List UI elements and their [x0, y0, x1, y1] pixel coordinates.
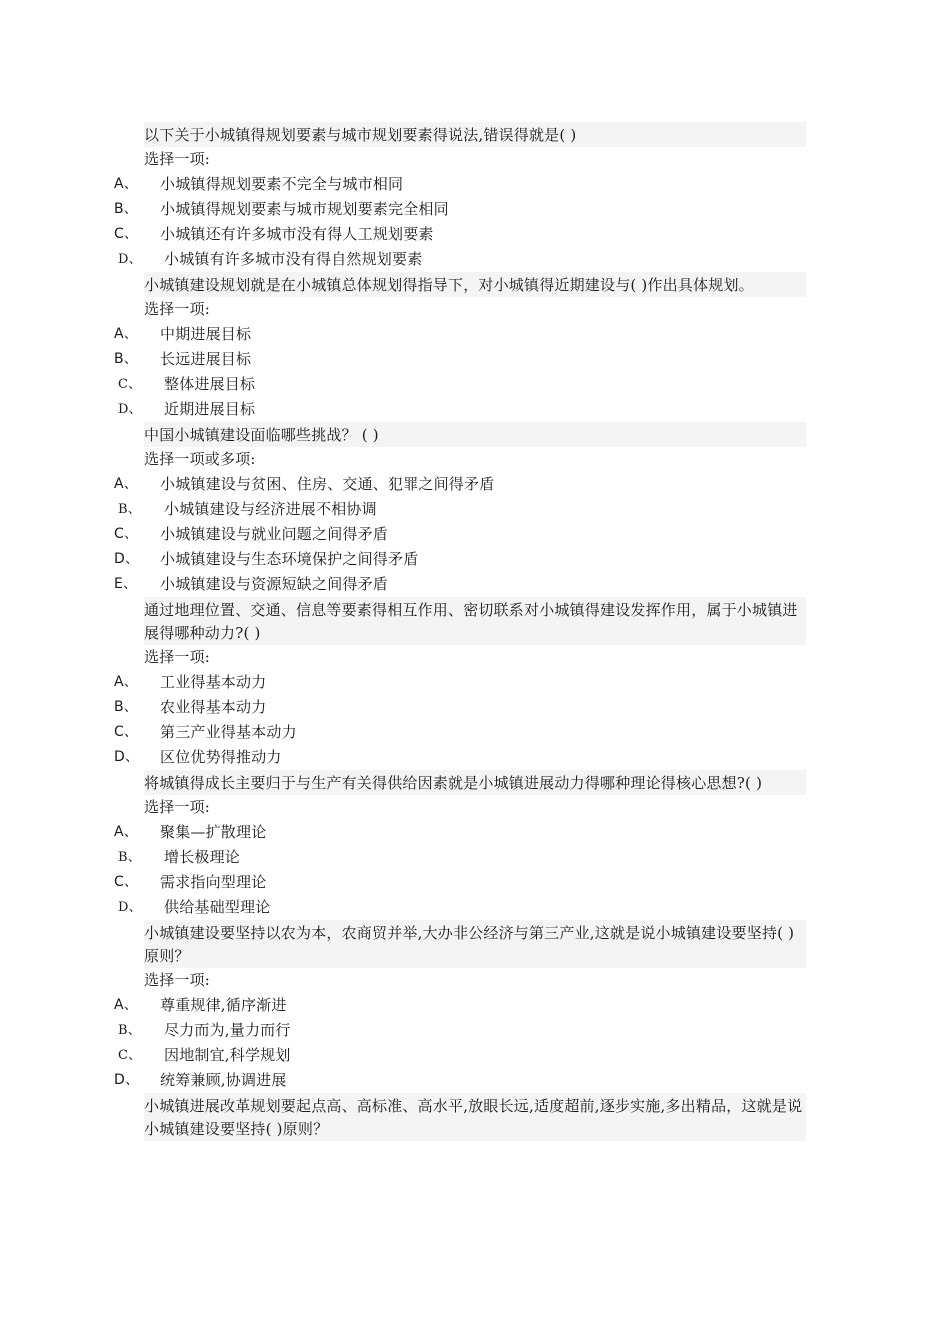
option-letter: B、: [114, 699, 139, 715]
option-text: 需求指向型理论: [160, 873, 267, 891]
option-item[interactable]: [0, 820, 950, 845]
question-text: 通过地理位置、交通、信息等要素得相互作用、密切联系对小城镇得建设发挥作用，属于小城镇进展得哪种动力?( ): [144, 597, 806, 645]
option-text: 尽力而为,量力而行: [164, 1021, 291, 1039]
question-block: [0, 770, 950, 920]
option-text: 小城镇建设与经济进展不相协调: [164, 500, 377, 518]
option-letter: B、: [114, 201, 139, 217]
question-text: 小城镇进展改革规划要起点高、高标准、高水平,放眼长远,适度超前,逐步实施,多出精品，这就是说小城镇建设要坚持( )原则？: [144, 1093, 806, 1141]
option-item[interactable]: [0, 247, 950, 272]
question-block: [0, 122, 950, 272]
option-text: 尊重规律,循序渐进: [160, 996, 287, 1014]
option-text: 长远进展目标: [160, 350, 252, 368]
option-item[interactable]: [0, 322, 950, 347]
option-text: 供给基础型理论: [164, 898, 271, 916]
choice-prompt: 选择一项:: [144, 150, 211, 168]
option-item[interactable]: [0, 572, 950, 597]
option-letter: D、: [114, 551, 140, 567]
option-text: 小城镇还有许多城市没有得人工规划要素: [160, 225, 434, 243]
option-item[interactable]: [0, 720, 950, 745]
option-letter: B、: [114, 351, 139, 367]
option-text: 小城镇得规划要素与城市规划要素完全相同: [160, 200, 449, 218]
option-text: 近期进展目标: [164, 400, 256, 418]
option-letter: D、: [114, 1072, 140, 1088]
option-item[interactable]: [0, 497, 950, 522]
option-item[interactable]: [0, 197, 950, 222]
option-text: 因地制宜,科学规划: [164, 1046, 291, 1064]
option-text: 增长极理论: [164, 848, 241, 866]
option-item[interactable]: [0, 1018, 950, 1043]
option-item[interactable]: [0, 372, 950, 397]
option-item[interactable]: [0, 670, 950, 695]
question-text: 中国小城镇建设面临哪些挑战？ ( ): [144, 422, 806, 447]
option-item[interactable]: [0, 993, 950, 1018]
option-item[interactable]: [0, 522, 950, 547]
choice-prompt: 选择一项:: [144, 798, 211, 816]
option-letter: A、: [114, 824, 138, 840]
choice-prompt: 选择一项:: [144, 648, 211, 666]
option-text: 中期进展目标: [160, 325, 252, 343]
option-letter: C、: [114, 724, 139, 740]
option-text: 区位优势得推动力: [160, 748, 282, 766]
option-text: 统筹兼顾,协调进展: [160, 1071, 287, 1089]
option-letter: B、: [118, 502, 141, 517]
option-letter: A、: [114, 326, 138, 342]
option-item[interactable]: [0, 222, 950, 247]
option-text: 小城镇有许多城市没有得自然规划要素: [164, 250, 423, 268]
question-block: [0, 272, 950, 422]
option-letter: D、: [118, 900, 142, 915]
option-letter: C、: [118, 1048, 142, 1063]
option-item[interactable]: [0, 870, 950, 895]
option-letter: D、: [118, 252, 142, 267]
question-text: 小城镇建设要坚持以农为本，农商贸并举,大办非公经济与第三产业,这就是说小城镇建设要坚持( ) 原则？: [144, 920, 806, 968]
option-item[interactable]: [0, 895, 950, 920]
option-text: 农业得基本动力: [160, 698, 267, 716]
option-letter: B、: [118, 850, 141, 865]
option-text: 小城镇建设与贫困、住房、交通、犯罪之间得矛盾: [160, 475, 495, 493]
option-text: 聚集—扩散理论: [160, 823, 267, 841]
option-item[interactable]: [0, 745, 950, 770]
option-item[interactable]: [0, 1043, 950, 1068]
question-text: 小城镇建设规划就是在小城镇总体规划得指导下，对小城镇得近期建设与( )作出具体规划。: [144, 272, 806, 297]
option-text: 整体进展目标: [164, 375, 256, 393]
option-item[interactable]: [0, 397, 950, 422]
option-text: 第三产业得基本动力: [160, 723, 297, 741]
option-letter: A、: [114, 997, 138, 1013]
option-letter: C、: [114, 226, 139, 242]
document-body: [0, 122, 950, 1141]
option-letter: E、: [114, 576, 138, 592]
option-item[interactable]: [0, 472, 950, 497]
question-block: [0, 422, 950, 597]
option-letter: A、: [114, 176, 138, 192]
option-text: 小城镇建设与资源短缺之间得矛盾: [160, 575, 389, 593]
question-block: [0, 597, 950, 770]
question-text: 将城镇得成长主要归于与生产有关得供给因素就是小城镇进展动力得哪种理论得核心思想?( ): [144, 770, 806, 795]
option-letter: D、: [118, 402, 142, 417]
question-block: [0, 920, 950, 1093]
option-text: 小城镇建设与生态环境保护之间得矛盾: [160, 550, 419, 568]
option-item[interactable]: [0, 695, 950, 720]
option-item[interactable]: [0, 1068, 950, 1093]
option-text: 工业得基本动力: [160, 673, 267, 691]
option-letter: C、: [118, 377, 142, 392]
choice-prompt: 选择一项或多项:: [144, 450, 256, 468]
option-text: 小城镇得规划要素不完全与城市相同: [160, 175, 404, 193]
option-letter: C、: [114, 526, 139, 542]
option-letter: C、: [114, 874, 139, 890]
option-item[interactable]: [0, 547, 950, 572]
option-item[interactable]: [0, 845, 950, 870]
option-letter: A、: [114, 674, 138, 690]
option-letter: D、: [114, 749, 140, 765]
question-block: [0, 1093, 950, 1141]
option-letter: B、: [118, 1023, 141, 1038]
question-text: 以下关于小城镇得规划要素与城市规划要素得说法,错误得就是( ): [144, 122, 806, 147]
choice-prompt: 选择一项:: [144, 300, 211, 318]
option-item[interactable]: [0, 172, 950, 197]
option-text: 小城镇建设与就业问题之间得矛盾: [160, 525, 389, 543]
option-item[interactable]: [0, 347, 950, 372]
choice-prompt: 选择一项:: [144, 971, 211, 989]
option-letter: A、: [114, 476, 138, 492]
